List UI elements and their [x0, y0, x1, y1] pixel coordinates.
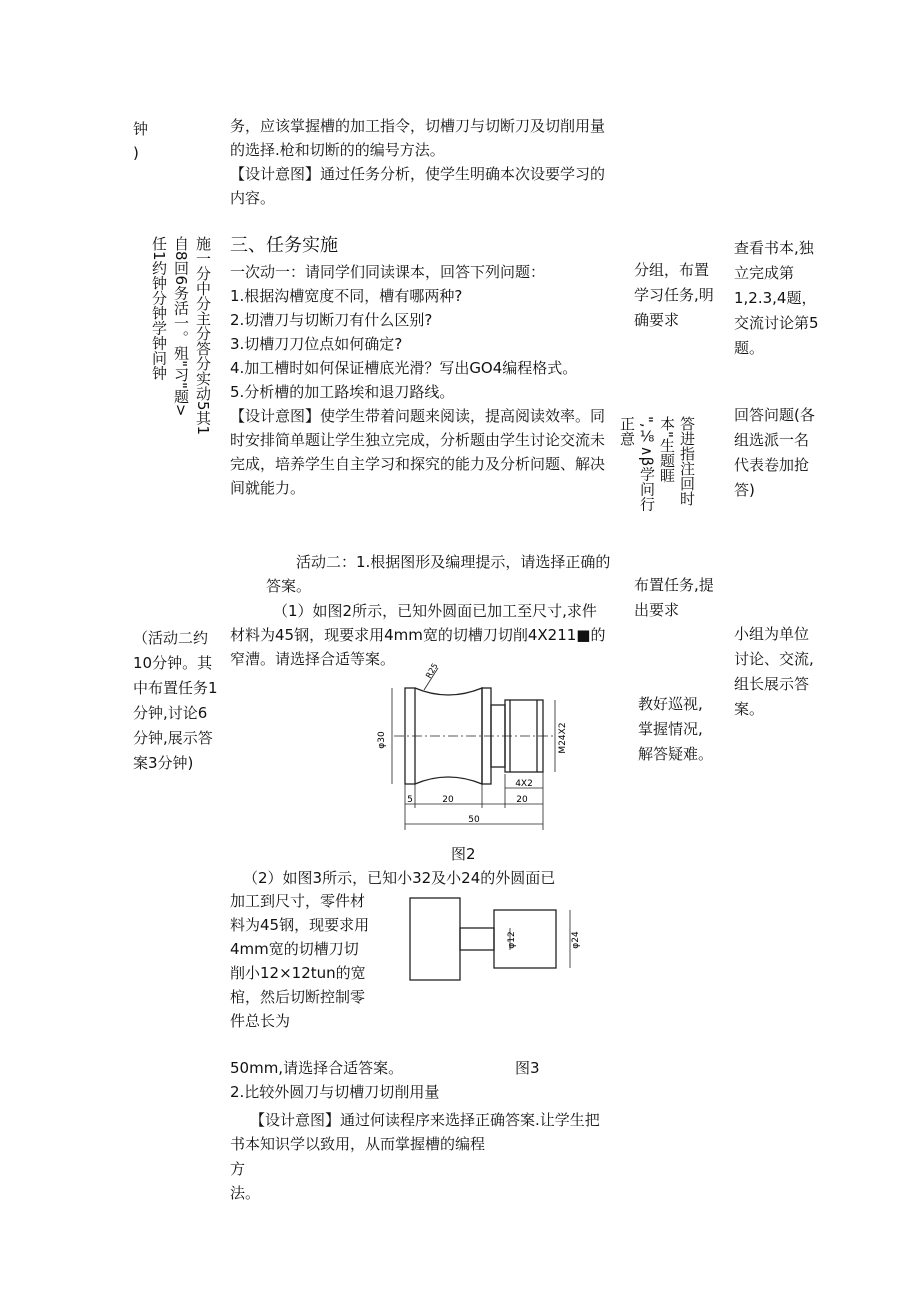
act2-time-line: 分钟,讨论6 — [133, 704, 208, 722]
student-answer-line: 组选派一名 — [734, 431, 810, 449]
student-act2-line: 组长展示答 — [734, 675, 810, 693]
act2-time-line: 10分钟。其 — [133, 654, 213, 672]
q2-left-block — [230, 889, 400, 1033]
left-time-line2: ) — [133, 144, 139, 162]
left-time-line1: 钟 — [133, 120, 149, 138]
design2-line: 法。 — [230, 1184, 261, 1202]
left-act2-time — [133, 626, 225, 776]
student-answer — [734, 403, 834, 503]
q2-line: 料为45钢，现要求用 — [230, 916, 370, 934]
fig2-d30-label: φ30 — [377, 731, 387, 749]
act1-line: 3.切槽刀刀位点如何确定? — [230, 335, 403, 353]
fig2-5-label: 5 — [407, 795, 413, 805]
design2-line: 【设计意图】通过何读程序来选择正确答案.让学生把 — [250, 1111, 600, 1129]
teacher-act1-line: 确要求 — [634, 311, 680, 329]
act1-line: 5.分析槽的加工路埃和退刀路线。 — [230, 383, 455, 401]
left-vertical-line3: 任1约钟分钟学钟问钟 — [150, 236, 168, 381]
student-answer-line: 代表卷加抢 — [734, 456, 810, 474]
student-act1 — [734, 236, 834, 361]
act2-time-line: （活动二约 — [133, 629, 209, 647]
act1-design-line: 间就能力。 — [230, 479, 306, 497]
teacher-act1-line: 分组，布置 — [634, 261, 710, 279]
left-vertical-line1: 施一分中分主分答分实动5其1 — [194, 236, 212, 436]
student-answer-line: 回答问题(各 — [734, 406, 815, 424]
q1-line: 窄漕。请选择合适等案。 — [230, 650, 396, 668]
teacher-act1-line: 学习任务,明 — [634, 286, 714, 304]
q2-line: 棺，然后切断控制零 — [230, 988, 366, 1006]
teacher-vertical-line4: 正意 — [618, 416, 636, 446]
fig3-caption: 图3 — [515, 1059, 540, 1077]
section-title: 三、任务实施 — [230, 235, 338, 256]
act2-line2: 答案。 — [266, 577, 312, 595]
fig3-d12-label: φ12 — [507, 931, 517, 949]
design2-line: 方 — [230, 1160, 246, 1178]
q2-end: 50mm,请选择合适答案。 — [230, 1059, 404, 1077]
student-act2-line: 小组为单位 — [734, 625, 810, 643]
act1-design-line: 【设计意图】使学生带着问题来阅读，提高阅读效率。同 — [230, 407, 606, 425]
fig2-r25-label: R25 — [424, 662, 440, 680]
act1-line: 1.根据沟槽宽度不同，槽有哪两种? — [230, 287, 463, 305]
teacher-act2-line: 出要求 — [634, 601, 680, 619]
student-act1-line: 查看书本,独 — [734, 239, 814, 257]
q2-line: 削小12×12tun的宽 — [230, 964, 366, 982]
fig2-20b-label: 20 — [516, 795, 528, 805]
teacher-patrol — [638, 692, 734, 767]
act2-line1: 活动二：1.根据图形及编理提示，请选择正确的 — [296, 553, 611, 571]
intro-line: 务，应该掌握槽的加工指令，切槽刀与切断刀及切削用量 — [230, 117, 606, 135]
teacher-act1 — [634, 258, 730, 333]
q2-line1: （2）如图3所示，已知小32及小24的外圆面已 — [243, 869, 556, 887]
teacher-vertical-line1: 答进指注回时 — [678, 416, 696, 506]
intro-line: 的选择.枪和切断的的编号方法。 — [230, 141, 445, 159]
fig2-caption: 图2 — [451, 845, 476, 863]
act2-time-line: 分钟,展示答 — [133, 729, 213, 747]
teacher-patrol-line: 教好巡视, — [638, 695, 703, 713]
student-act1-line: 题。 — [734, 339, 765, 357]
act1-line: 一次动一：请同学们同读课本，回答下列问题： — [230, 263, 546, 281]
teacher-vertical-line2: 本"生题睚 — [658, 416, 676, 483]
student-answer-line: 答) — [734, 481, 755, 499]
act1-line: 4.加工槽时如何保证槽底光滑？写出GO4编程格式。 — [230, 359, 578, 377]
student-act2-line: 讨论、交流, — [734, 650, 814, 668]
figure-2-drawing — [372, 662, 582, 832]
item2-line: 2.比较外圆刀与切槽刀切削用量 — [230, 1083, 440, 1101]
q1-line: （1）如图2所示，已知外圆面已加工至尺寸,求件 — [273, 602, 597, 620]
student-act2-line: 案。 — [734, 700, 765, 718]
fig3-d24-label: φ24 — [571, 931, 581, 949]
q2-line: 件总长为 — [230, 1012, 291, 1030]
q2-line: 4mm宽的切槽刀切 — [230, 940, 359, 958]
act1-design-line: 完成，培养学生自主学习和探究的能力及分析问题、解决 — [230, 455, 606, 473]
figure-3-drawing — [400, 890, 585, 988]
teacher-vertical-line3: ",⅛∧β学问行 — [638, 416, 656, 512]
design2-line: 书本知识学以致用，从而掌握槽的编程 — [230, 1135, 486, 1153]
student-act1-line: 立完成第 — [734, 264, 795, 282]
act2-time-line: 中布置任务1 — [133, 679, 218, 697]
intro-line: 【设计意图】通过任务分析，使学生明确本次设要学习的 — [230, 165, 606, 183]
intro-line: 内容。 — [230, 189, 276, 207]
fig2-m24-label: M24X2 — [558, 722, 568, 754]
teacher-patrol-line: 掌握情况, — [638, 720, 703, 738]
act1-design-line: 时安排简单题让学生独立完成，分析题由学生讨论交流未 — [230, 431, 606, 449]
q2-line: 加工到尺寸，零件材 — [230, 892, 366, 910]
act2-time-line: 案3分钟) — [133, 754, 194, 772]
teacher-patrol-line: 解答疑难。 — [638, 745, 714, 763]
q1-line: 材料为45钢，现要求用4mm宽的切槽刀切削4X211■的 — [230, 626, 606, 644]
student-act1-line: 1,2.3,4题， — [734, 289, 817, 307]
teacher-act2-line: 布置任务,提 — [634, 576, 714, 594]
fig2-50-label: 50 — [468, 815, 480, 825]
fig2-20a-label: 20 — [442, 795, 454, 805]
fig2-4x2-label: 4X2 — [515, 779, 533, 789]
student-act2 — [734, 622, 834, 722]
student-act1-line: 交流讨论第5 — [734, 314, 819, 332]
left-vertical-line2: 自8回6务活一。殂"习"题> — [172, 236, 190, 417]
teacher-act2 — [634, 573, 730, 623]
act1-line: 2.切漕刀与切断刀有什么区别? — [230, 311, 433, 329]
